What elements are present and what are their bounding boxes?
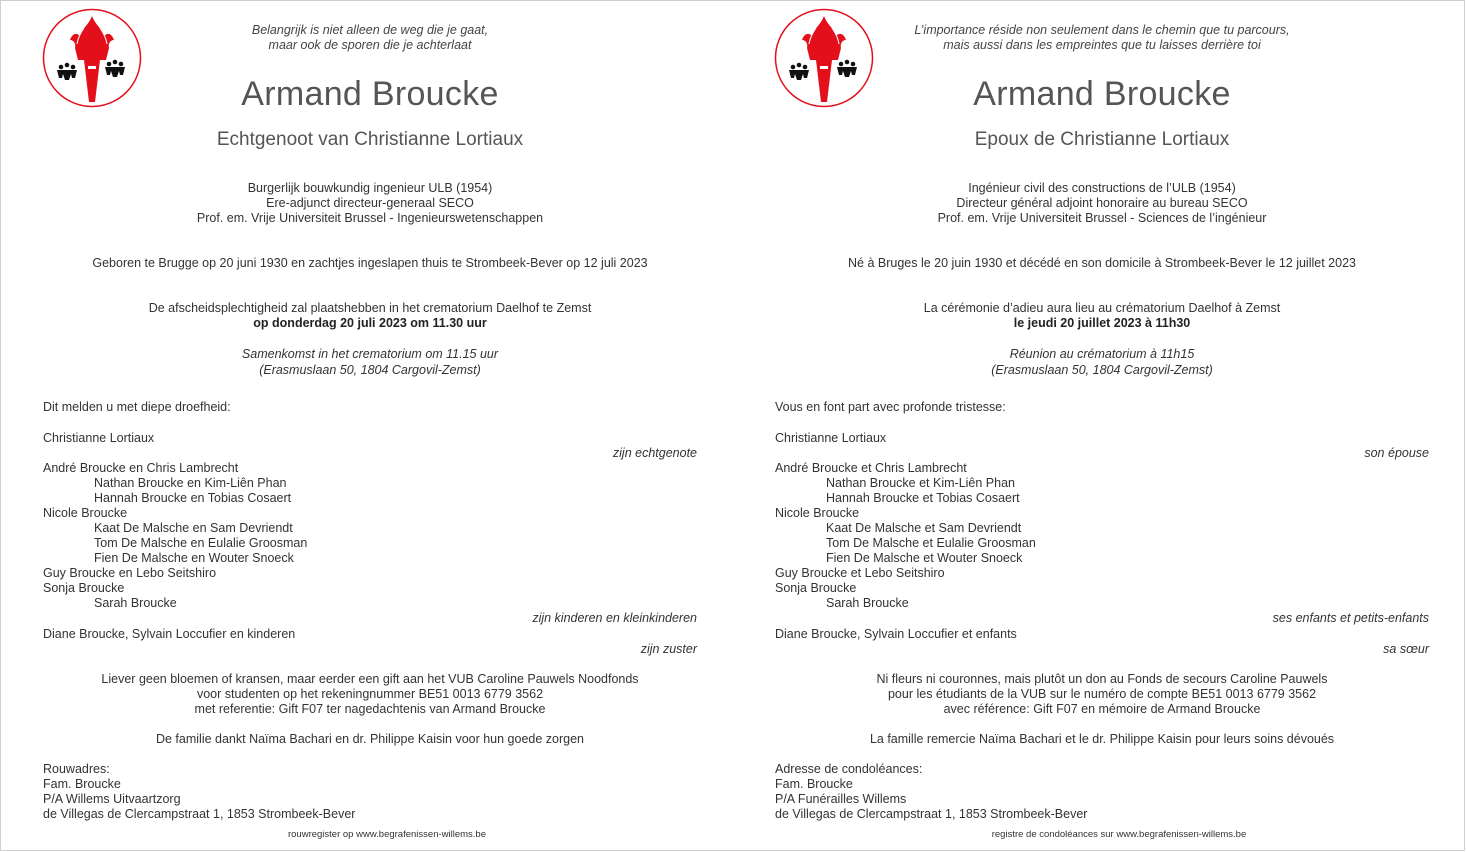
address-label: Rouwadres: (43, 762, 110, 776)
address-line: P/A Willems Uitvaartzorg (43, 792, 181, 806)
announcement-intro: Vous en font part avec profonde tristesse: (775, 400, 1006, 414)
family-member: Fien De Malsche en Wouter Snoeck (94, 551, 294, 565)
donation-line-1: Ni fleurs ni couronnes, mais plutôt un don au Fonds de secours Caroline Pauwels (876, 672, 1328, 686)
family-sister: Diane Broucke, Sylvain Loccufier en kinderen (43, 627, 296, 641)
family-spouse-name: Christianne Lortiaux (775, 431, 887, 445)
relation-sister: sa sœur (1383, 642, 1429, 656)
family-member: André Broucke en Chris Lambrecht (43, 461, 239, 475)
title-line-2: Directeur général adjoint honoraire au bureau SECO (956, 196, 1248, 210)
family-member: Kaat De Malsche en Sam Devriendt (94, 521, 293, 535)
family-member: Sarah Broucke (826, 596, 909, 610)
family-member: Tom De Malsche en Eulalie Groosman (94, 536, 308, 550)
donation-line-2: voor studenten op het rekeningnummer BE51 0013 6779 3562 (196, 687, 544, 701)
donation-line-2: pour les étudiants de la VUB sur le numéro de compte BE51 0013 6779 3562 (887, 687, 1317, 701)
title-line-3: Prof. em. Vrije Universiteit Brussel - Sciences de l’ingénieur (937, 211, 1267, 225)
family-member: Nathan Broucke et Kim-Liên Phan (826, 476, 1015, 490)
title-line-1: Burgerlijk bouwkundig ingenieur ULB (1954) (247, 181, 493, 195)
register-link[interactable]: rouwregister op www.begrafenissen-willems.be (287, 829, 486, 840)
deceased-name: Armand Broucke (241, 75, 499, 113)
donation-request (0, 672, 740, 717)
family-spouse-name: Christianne Lortiaux (43, 431, 155, 445)
address-line: P/A Funérailles Willems (775, 792, 907, 806)
ceremony-date: le jeudi 20 juillet 2023 à 11h30 (1013, 316, 1191, 330)
relation-children: zijn kinderen en kleinkinderen (532, 611, 697, 625)
family-sister: Diane Broucke, Sylvain Loccufier et enfants (775, 627, 1017, 641)
family-member: Sonja Broucke (43, 581, 125, 595)
family-member: Guy Broucke en Lebo Seitshiro (43, 566, 217, 580)
address-label: Adresse de condoléances: (775, 762, 923, 776)
family-member: Hannah Broucke et Tobias Cosaert (826, 491, 1020, 505)
relation-spouse: son épouse (1364, 446, 1429, 460)
motto-line-2: mais aussi dans les empreintes que tu laisses derrière toi (943, 38, 1261, 52)
family-member: Fien De Malsche et Wouter Snoeck (826, 551, 1023, 565)
relation-children: ses enfants et petits-enfants (1272, 611, 1429, 625)
motto (0, 23, 740, 53)
register-link[interactable]: registre de condoléances sur www.begrafenissen-willems.be (991, 829, 1247, 840)
announcement-intro: Dit melden u met diepe droefheid: (43, 400, 231, 414)
motto-line-1: L’importance réside non seulement dans le chemin que tu parcours, (914, 23, 1290, 37)
gathering-time: Réunion au crématorium à 11h15 (1009, 347, 1195, 361)
title-line-1: Ingénieur civil des constructions de l’ULB (1954) (968, 181, 1236, 195)
motto (732, 23, 1466, 53)
donation-line-3: met referentie: Gift F07 ter nagedachtenis van Armand Broucke (194, 702, 546, 716)
family-member: Hannah Broucke en Tobias Cosaert (94, 491, 292, 505)
spouse-line: Epoux de Christianne Lortiaux (974, 129, 1230, 150)
gathering-address: (Erasmuslaan 50, 1804 Cargovil-Zemst) (259, 363, 481, 377)
title-line-3: Prof. em. Vrije Universiteit Brussel - Ingenieurswetenschappen (196, 211, 544, 225)
professional-titles (0, 181, 740, 226)
family-member: Sarah Broucke (94, 596, 177, 610)
family-member: André Broucke et Chris Lambrecht (775, 461, 967, 475)
title-line-2: Ere-adjunct directeur-generaal SECO (266, 196, 474, 210)
family-member: Nathan Broucke en Kim-Liên Phan (94, 476, 287, 490)
address-line: Fam. Broucke (775, 777, 853, 791)
family-member: Nicole Broucke (775, 506, 860, 520)
motto-line-1: Belangrijk is niet alleen de weg die je gaat, (251, 23, 489, 37)
family-member: Kaat De Malsche et Sam Devriendt (826, 521, 1022, 535)
family-member: Tom De Malsche et Eulalie Groosman (826, 536, 1036, 550)
address-line: de Villegas de Clercampstraat 1, 1853 Strombeek-Bever (775, 807, 1088, 821)
family-member: Sonja Broucke (775, 581, 857, 595)
spouse-line: Echtgenoot van Christianne Lortiaux (216, 129, 524, 150)
birth-death-line: Né à Bruges le 20 juin 1930 et décédé en son domicile à Strombeek-Bever le 12 juillet 2023 (848, 256, 1356, 270)
motto-line-2: maar ook de sporen die je achterlaat (268, 38, 472, 52)
gathering-info (732, 346, 1466, 378)
donation-line-1: Liever geen bloemen of kransen, maar eerder een gift aan het VUB Caroline Pauwels Noodfonds (101, 672, 639, 686)
gathering-time: Samenkomst in het crematorium om 11.15 uur (241, 347, 499, 361)
column-french (732, 0, 1465, 852)
relation-sister: zijn zuster (640, 642, 697, 656)
donation-request (732, 672, 1466, 717)
professional-titles (732, 181, 1466, 226)
family-member: Nicole Broucke (43, 506, 128, 520)
ceremony-place: De afscheidsplechtigheid zal plaatshebben in het crematorium Daelhof te Zemst (148, 301, 592, 315)
thanks-line: De familie dankt Naïma Bachari en dr. Philippe Kaisin voor hun goede zorgen (155, 732, 585, 746)
address-line: de Villegas de Clercampstraat 1, 1853 Strombeek-Bever (43, 807, 356, 821)
ceremony-place: La cérémonie d’adieu aura lieu au crématorium Daelhof à Zemst (923, 301, 1281, 315)
gathering-address: (Erasmuslaan 50, 1804 Cargovil-Zemst) (991, 363, 1213, 377)
deceased-name: Armand Broucke (973, 75, 1231, 113)
birth-death-line: Geboren te Brugge op 20 juni 1930 en zachtjes ingeslapen thuis te Strombeek-Bever op 12 juli 2023 (92, 256, 648, 270)
relation-spouse: zijn echtgenote (612, 446, 697, 460)
ceremony-info (732, 301, 1466, 331)
thanks-line: La famille remercie Naïma Bachari et le dr. Philippe Kaisin pour leurs soins dévoués (869, 732, 1335, 746)
family-member: Guy Broucke et Lebo Seitshiro (775, 566, 945, 580)
address-line: Fam. Broucke (43, 777, 121, 791)
donation-line-3: avec référence: Gift F07 en mémoire de Armand Broucke (943, 702, 1261, 716)
ceremony-info (0, 301, 740, 331)
gathering-info (0, 346, 740, 378)
ceremony-date: op donderdag 20 juli 2023 om 11.30 uur (253, 316, 487, 330)
